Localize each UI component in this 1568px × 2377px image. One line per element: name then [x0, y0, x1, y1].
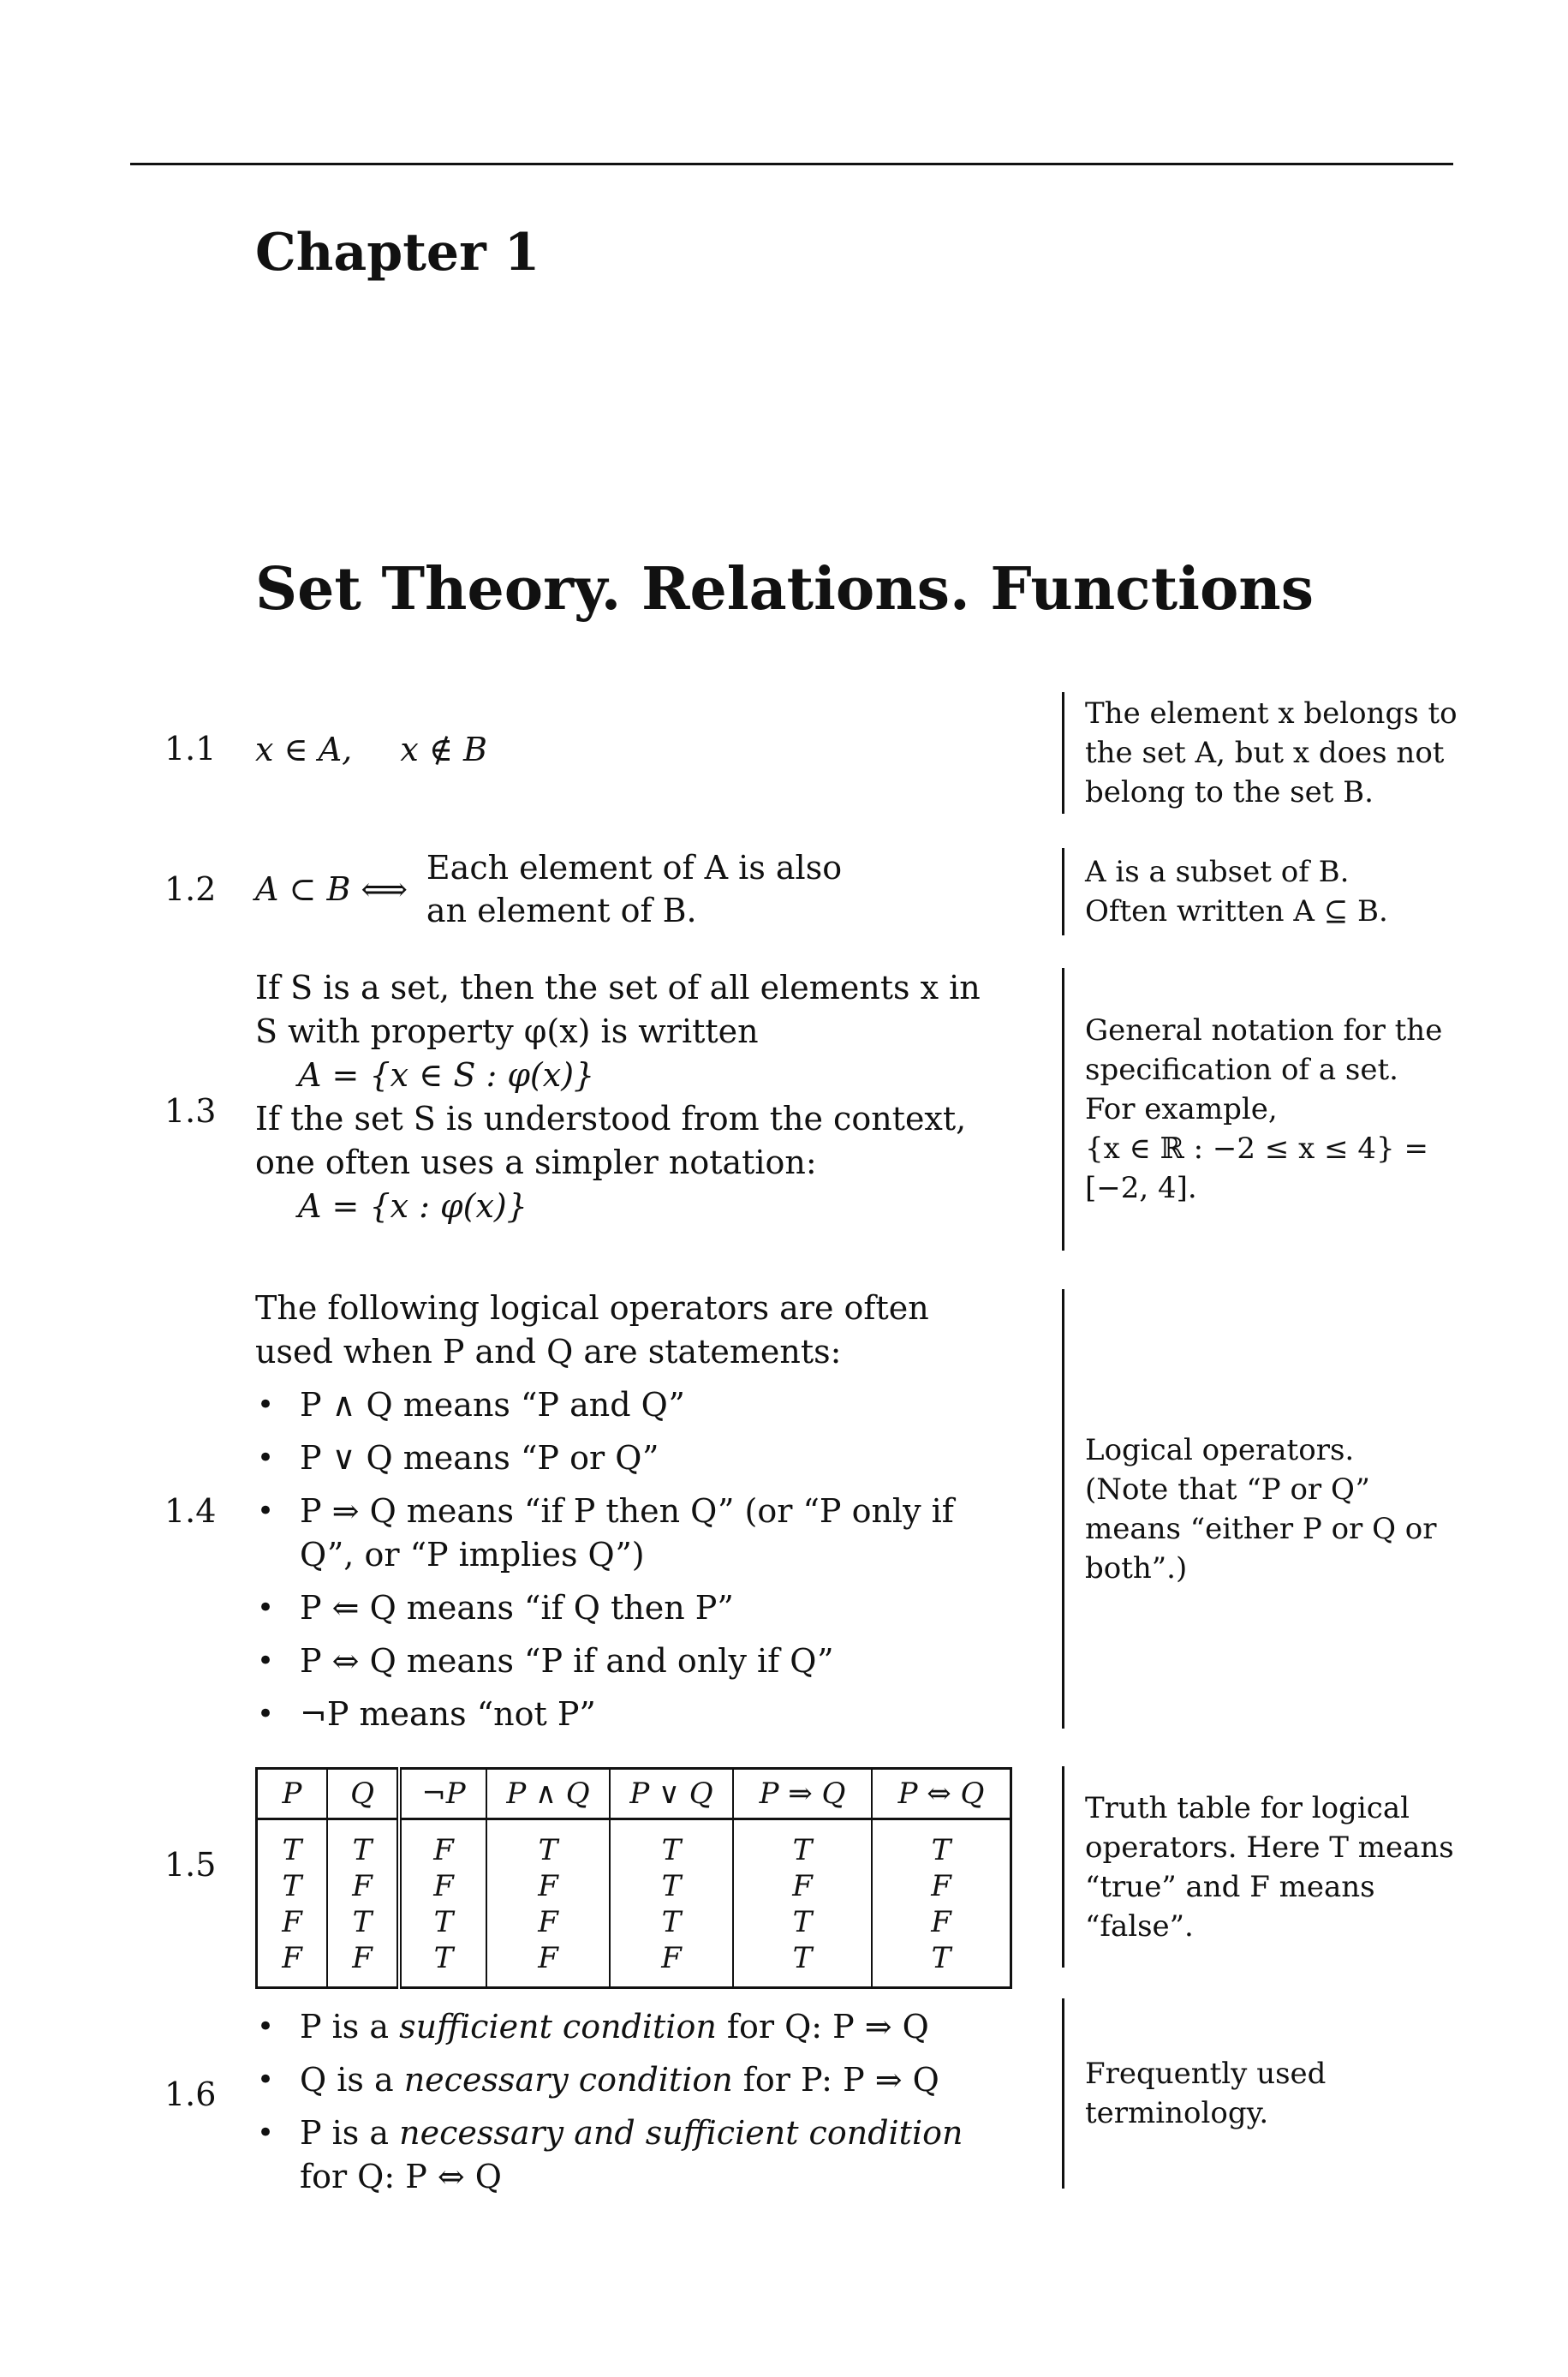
- note-line: (Note that “P or Q” means “either P or Q or both”.): [1085, 1472, 1437, 1586]
- table-cell: T: [282, 1833, 302, 1867]
- entry-1-4-body: [255, 1287, 1009, 1746]
- column-header: P: [257, 1769, 328, 1819]
- table-cell: T: [733, 1904, 872, 1940]
- list-item: • P ⇒ Q means “if P then Q” (or “P only if Q”, or “P implies Q”): [255, 1490, 1009, 1577]
- entry-1-6-note: [1062, 1998, 1463, 2189]
- operator-list: [255, 1383, 1009, 1736]
- description-line: Each element of A is also: [426, 849, 843, 887]
- text: for P: P ⇒ Q: [732, 2061, 939, 2099]
- table-cell: F: [872, 1868, 1011, 1904]
- table-cell: T: [610, 1904, 733, 1940]
- entry-1-5-note: [1062, 1766, 1463, 1968]
- table-cell: T: [327, 1819, 399, 1869]
- truth-table: [255, 1767, 1012, 1989]
- subset-description: [426, 846, 842, 932]
- formula-element-of: x ∈ A,: [255, 731, 353, 768]
- set-builder-formula-short: A = {x : φ(x)}: [298, 1187, 528, 1225]
- list-item: [255, 2111, 1009, 2199]
- table-row: [257, 1940, 1011, 1988]
- terminology-list: [255, 2005, 1009, 2199]
- column-header: P ⇒ Q: [733, 1769, 872, 1819]
- term-necessary-and-sufficient: necessary and sufficient condition: [399, 2114, 963, 2152]
- text: for Q: P ⇒ Q: [716, 2008, 929, 2046]
- entry-number-1-5: 1.5: [164, 1846, 217, 1884]
- entry-1-3-note: [1062, 968, 1463, 1251]
- note-text: The element x belongs to the set A, but x does not belong to the set B.: [1085, 696, 1458, 809]
- note-line: Often written A ⊆ B.: [1085, 894, 1388, 929]
- formula-subset: A ⊂ B ⟺: [255, 869, 408, 908]
- column-header: P ∨ Q: [610, 1769, 733, 1819]
- table-row: [257, 1819, 1011, 1869]
- table-cell: F: [486, 1868, 610, 1904]
- entry-1-2-body: [255, 846, 1009, 932]
- note-line: Logical operators.: [1085, 1432, 1355, 1467]
- table-cell: F: [610, 1940, 733, 1988]
- entry-1-3-body: [255, 966, 1009, 1228]
- text: P is a: [300, 2114, 400, 2152]
- text: P is a: [300, 2008, 400, 2046]
- paragraph: The following logical operators are often used when P and Q are statements:: [255, 1289, 929, 1371]
- entry-number-1-6: 1.6: [164, 2075, 217, 2113]
- entry-1-1-formula: [255, 728, 1009, 772]
- note-line: A is a subset of B.: [1085, 855, 1350, 889]
- table-cell: F: [399, 1868, 486, 1904]
- table-cell: T: [872, 1940, 1011, 1988]
- column-header: P ∧ Q: [486, 1769, 610, 1819]
- note-text: Truth table for logical operators. Here T means “true” and F means “false”.: [1085, 1790, 1454, 1944]
- chapter-label: Chapter 1: [255, 223, 540, 283]
- table-cell: T: [399, 1904, 486, 1940]
- table-cell: F: [282, 1905, 302, 1939]
- table-cell: T: [486, 1819, 610, 1869]
- table-cell: F: [733, 1868, 872, 1904]
- table-row: [257, 1868, 1011, 1904]
- table-cell: T: [733, 1940, 872, 1988]
- text: Q is a: [300, 2061, 404, 2099]
- table-cell: T: [610, 1868, 733, 1904]
- top-rule: [130, 163, 1453, 165]
- table-cell: F: [486, 1904, 610, 1940]
- list-item: • P ⇐ Q means “if Q then P”: [255, 1586, 1009, 1630]
- paragraph: If S is a set, then the set of all elements x in S with property φ(x) is written: [255, 969, 981, 1050]
- table-cell: T: [327, 1904, 399, 1940]
- entry-1-2-note: [1062, 848, 1463, 935]
- paragraph: If the set S is understood from the context, one often uses a simpler notation:: [255, 1100, 967, 1181]
- term-necessary-condition: necessary condition: [403, 2061, 733, 2099]
- note-text: Frequently used terminology.: [1085, 2057, 1327, 2130]
- entry-number-1-1: 1.1: [164, 730, 217, 767]
- table-cell: T: [872, 1819, 1011, 1869]
- table-cell: T: [733, 1819, 872, 1869]
- list-item: [255, 2058, 1009, 2102]
- entry-1-6-body: [255, 1996, 1009, 2208]
- subset-definition: [255, 846, 1009, 932]
- entry-1-4-note: [1062, 1289, 1463, 1729]
- description-line: an element of B.: [426, 892, 697, 929]
- table-cell: F: [486, 1940, 610, 1988]
- note-line: {x ∈ ℝ : −2 ≤ x ≤ 4} = [−2, 4].: [1085, 1132, 1428, 1205]
- list-item: • P ⇔ Q means “P if and only if Q”: [255, 1639, 1009, 1683]
- table-header-row: [257, 1769, 1011, 1819]
- chapter-title: Set Theory. Relations. Functions: [255, 555, 1315, 624]
- table-cell: T: [610, 1819, 733, 1869]
- table-cell: F: [282, 1941, 302, 1975]
- entry-number-1-2: 1.2: [164, 870, 217, 908]
- list-item: • ¬P means “not P”: [255, 1693, 1009, 1736]
- entry-1-1-note: [1062, 692, 1463, 814]
- table-cell: T: [399, 1940, 486, 1988]
- column-header: Q: [327, 1769, 399, 1819]
- table-row: [257, 1904, 1011, 1940]
- entry-number-1-4: 1.4: [164, 1492, 217, 1530]
- table-cell: F: [399, 1819, 486, 1869]
- column-header: ¬P: [399, 1769, 486, 1819]
- list-item: • P ∨ Q means “P or Q”: [255, 1436, 1009, 1480]
- note-line: For example,: [1085, 1092, 1278, 1126]
- entry-number-1-3: 1.3: [164, 1092, 217, 1130]
- table-cell: F: [327, 1940, 399, 1988]
- term-sufficient-condition: sufficient condition: [399, 2008, 717, 2046]
- column-header: P ⇔ Q: [872, 1769, 1011, 1819]
- list-item: [255, 2005, 1009, 2049]
- table-cell: T: [282, 1869, 302, 1903]
- note-line: General notation for the specification of a set.: [1085, 1013, 1443, 1087]
- table-cell: F: [872, 1904, 1011, 1940]
- table-cell: F: [327, 1868, 399, 1904]
- set-builder-formula: A = {x ∈ S : φ(x)}: [298, 1056, 595, 1094]
- list-item: • P ∧ Q means “P and Q”: [255, 1383, 1009, 1427]
- formula-not-element-of: x ∉ B: [400, 731, 487, 768]
- text: for Q: P ⇔ Q: [300, 2158, 502, 2195]
